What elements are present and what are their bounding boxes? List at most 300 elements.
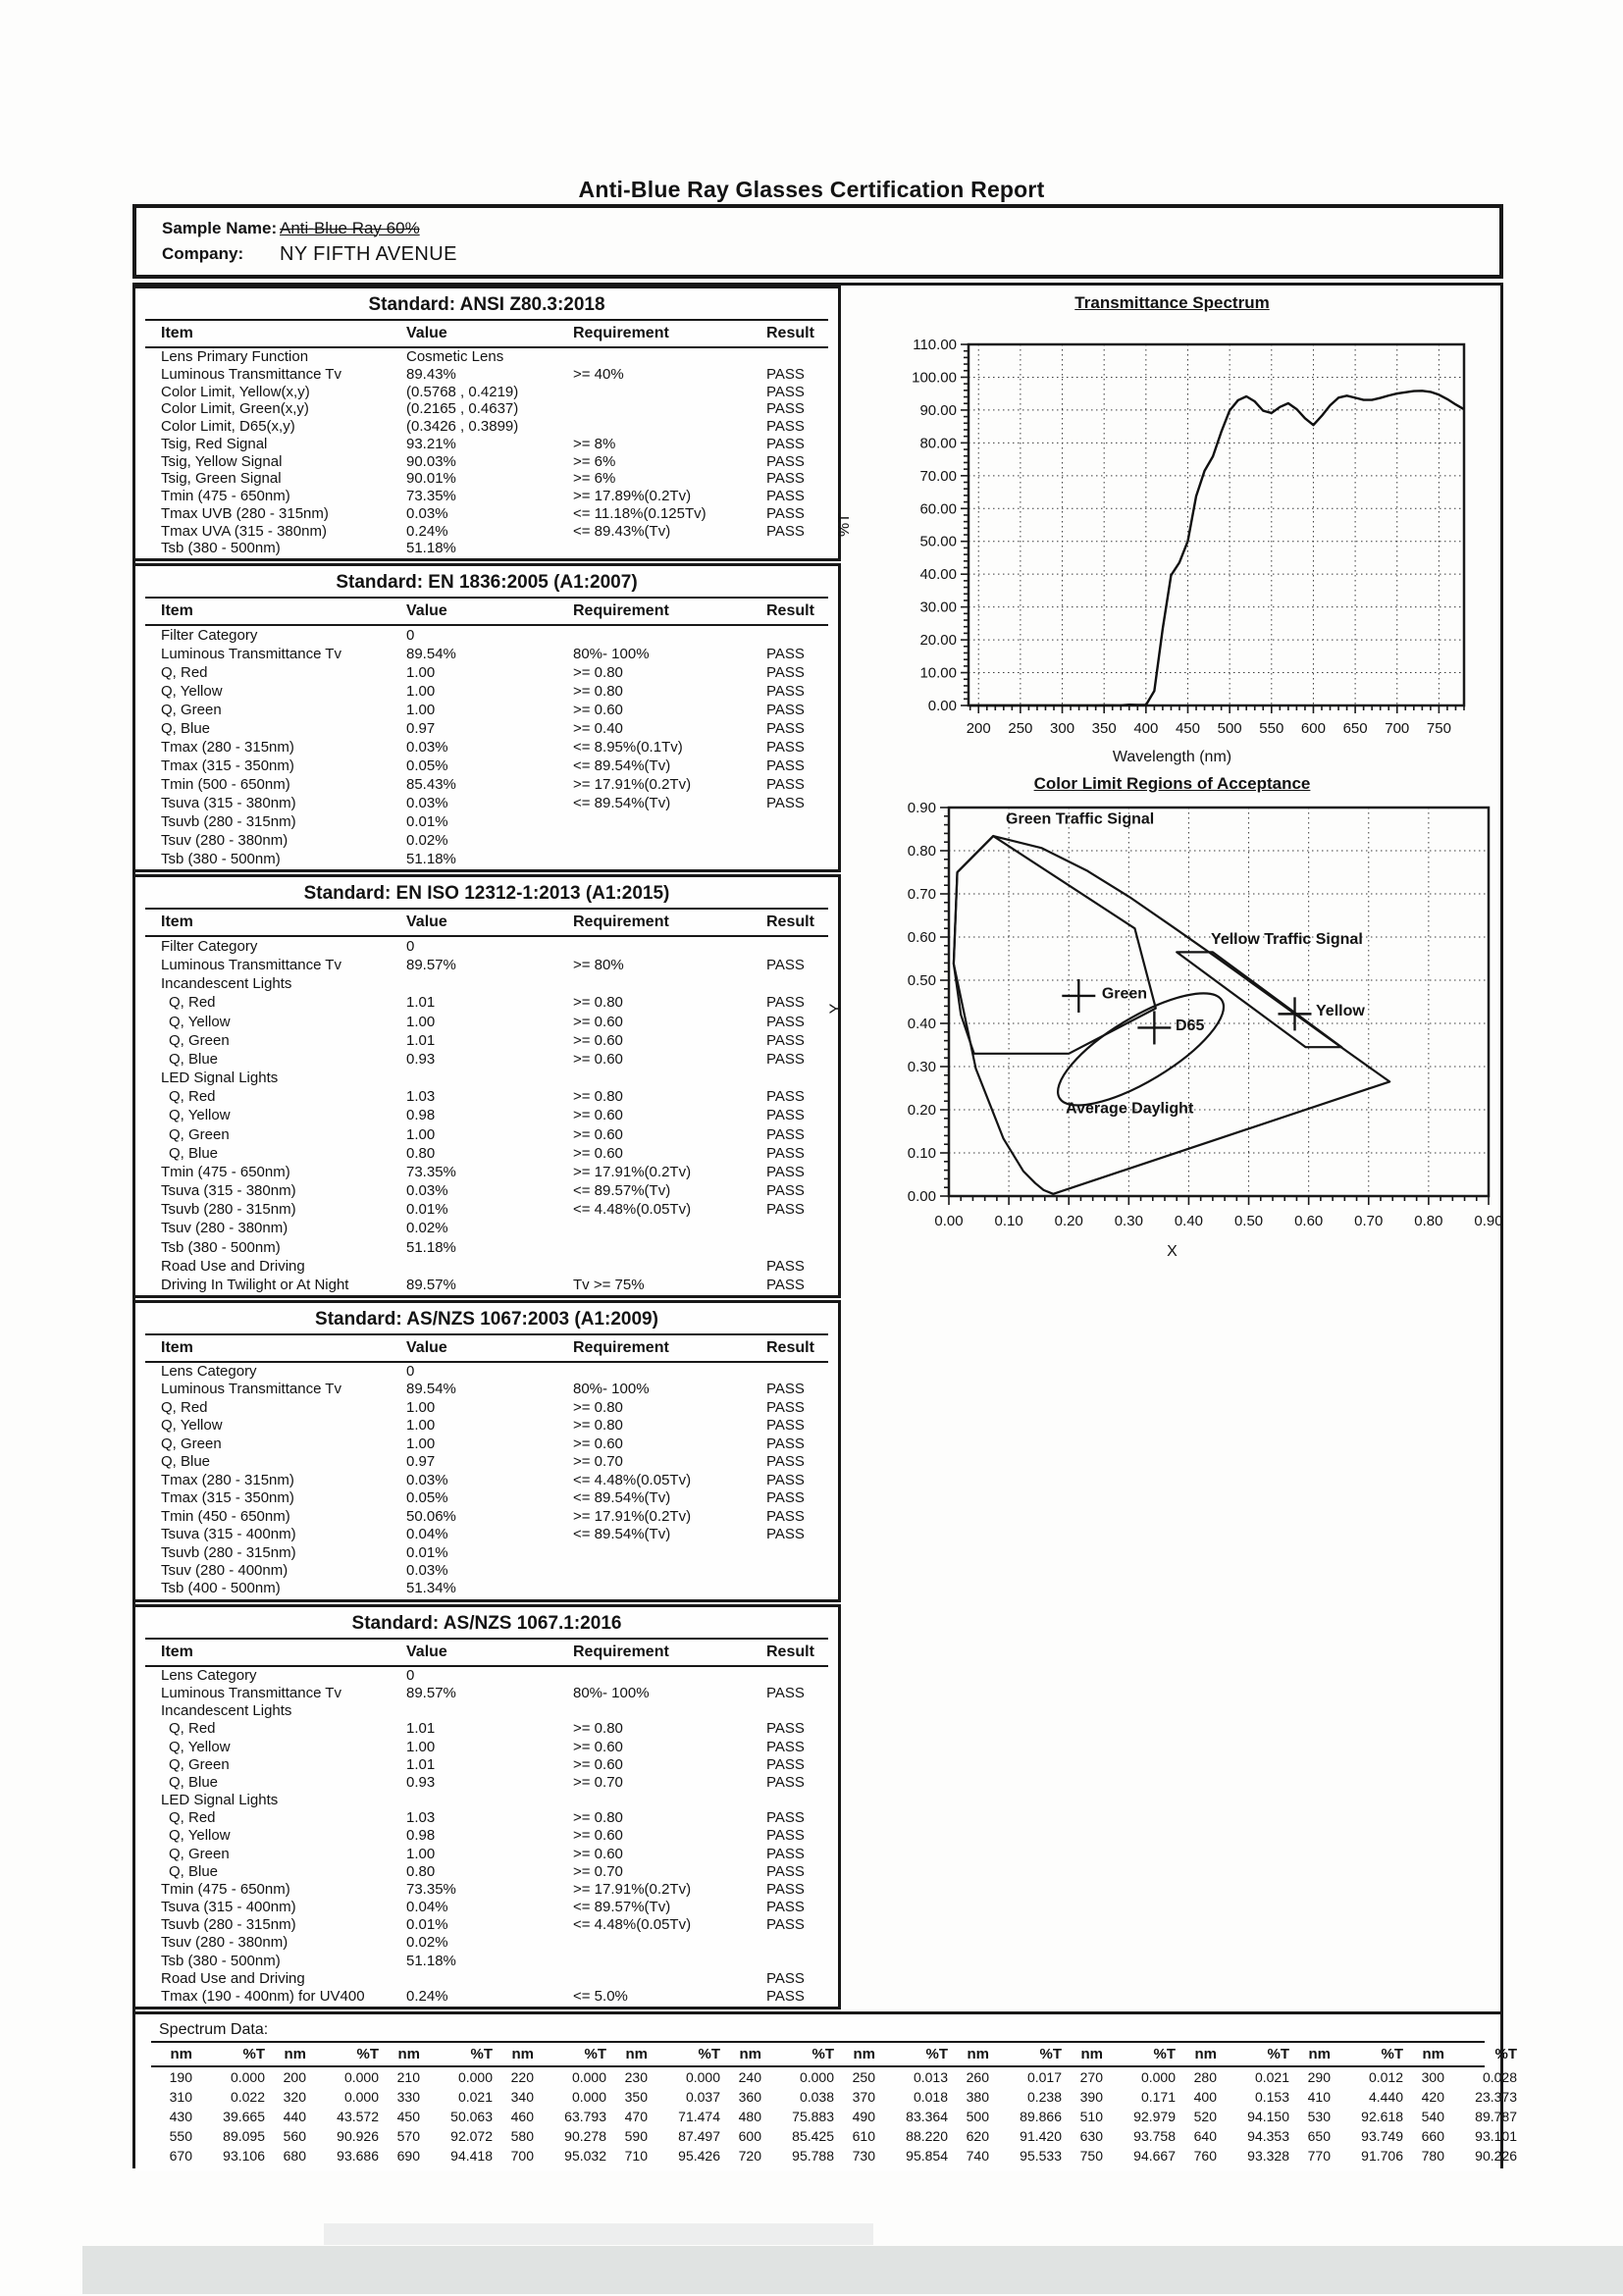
standard-title: Standard: AS/NZS 1067:2003 (A1:2009): [145, 1303, 828, 1335]
item-cell: Q, Red: [161, 1398, 208, 1416]
y-tick-label: 0.30: [907, 1059, 936, 1075]
spectrum-header-row: [151, 2043, 1517, 2067]
table-row: [145, 850, 828, 868]
spectrum-data-row: [151, 2146, 1517, 2166]
table-row: [145, 366, 828, 384]
value-cell: 0.93: [406, 1050, 436, 1068]
item-cell: Driving In Twilight or At Night: [161, 1276, 349, 1293]
table-row: [145, 956, 828, 974]
value-cell: 0.98: [406, 1107, 436, 1124]
percent-t-column-header: %T: [470, 2046, 493, 2062]
nm-value: 350: [624, 2089, 648, 2105]
item-cell: Luminous Transmittance Tv: [161, 1381, 341, 1398]
requirement-cell: [573, 850, 766, 868]
item-cell: Incandescent Lights: [161, 975, 292, 993]
standard-table: [135, 563, 841, 872]
percent-t-value: 0.021: [1254, 2069, 1289, 2085]
item-cell: Item: [161, 602, 193, 619]
percent-t-column-header: %T: [584, 2046, 606, 2062]
requirement-cell: >= 0.80: [573, 1809, 623, 1827]
table-row: [145, 682, 828, 701]
value-cell: [406, 1069, 573, 1087]
result-cell: [766, 1953, 828, 1970]
requirement-cell: [573, 1667, 766, 1685]
requirement-cell: [573, 540, 766, 557]
item-cell: Tmax (280 - 315nm): [161, 1471, 294, 1488]
value-cell: 1.00: [406, 702, 436, 718]
percent-t-value: 0.021: [457, 2089, 493, 2105]
spectrum-data-label: Spectrum Data:: [159, 2021, 269, 2038]
result-cell: [766, 974, 828, 993]
item-cell: Tsuvb (280 - 315nm): [161, 813, 296, 830]
item-cell: Tmax (315 - 350nm): [161, 757, 294, 774]
requirement-cell: >= 0.80: [573, 1720, 623, 1738]
percent-t-value: 0.028: [1482, 2069, 1517, 2085]
requirement-cell: >= 0.70: [573, 1453, 623, 1471]
table-row: [145, 1106, 828, 1124]
result-cell: [766, 1363, 828, 1381]
requirement-cell: [573, 1953, 766, 1970]
item-cell: Tsig, Yellow Signal: [161, 452, 283, 470]
percent-t-column-header: %T: [925, 2046, 948, 2062]
table-row: [145, 794, 828, 812]
requirement-cell: >= 17.91%(0.2Tv): [573, 1163, 692, 1180]
table-row: [145, 418, 828, 436]
requirement-cell: [573, 1580, 766, 1597]
result-cell: [766, 1544, 828, 1562]
value-cell: 0.05%: [406, 757, 448, 774]
requirement-cell: Requirement: [573, 913, 669, 930]
nm-value: 500: [966, 2109, 989, 2124]
value-cell: 0.97: [406, 1453, 436, 1471]
requirement-cell: >= 0.60: [573, 1013, 623, 1030]
table-row: [145, 540, 828, 557]
table-row: [145, 1013, 828, 1031]
percent-t-value: 0.012: [1368, 2069, 1403, 2085]
nm-value: 490: [852, 2109, 875, 2124]
item-cell: Q, Blue: [169, 1144, 219, 1162]
result-cell: [766, 1667, 828, 1685]
value-cell: 1.01: [406, 1755, 436, 1773]
color-limit-chart: [841, 774, 1503, 1270]
value-cell: 1.03: [406, 1809, 436, 1827]
nm-value: 610: [852, 2128, 875, 2144]
value-cell: 89.57%: [406, 1685, 456, 1702]
requirement-cell: [573, 1562, 766, 1580]
item-cell: Tmin (500 - 650nm): [161, 776, 290, 793]
item-cell: LED Signal Lights: [161, 1070, 279, 1087]
value-cell: 89.54%: [406, 1381, 456, 1398]
requirement-cell: <= 8.95%(0.1Tv): [573, 739, 683, 756]
sample-name-value: Anti-Blue Ray 60%: [280, 219, 420, 237]
requirement-cell: <= 89.57%(Tv): [573, 1899, 671, 1916]
result-cell: [766, 1580, 828, 1597]
marker-label: D65: [1176, 1018, 1205, 1035]
x-tick-label: 0.50: [1233, 1213, 1264, 1229]
item-cell: Tsuva (315 - 380nm): [161, 1182, 296, 1200]
requirement-cell: <= 4.48%(0.05Tv): [573, 1471, 692, 1488]
scan-artifact: [324, 2223, 873, 2245]
percent-t-value: 92.618: [1361, 2109, 1403, 2124]
requirement-cell: >= 0.60: [573, 1845, 623, 1862]
requirement-cell: [573, 1257, 766, 1276]
percent-t-column-header: %T: [1267, 2046, 1289, 2062]
percent-t-column-header: %T: [242, 2046, 265, 2062]
item-cell: Q, Yellow: [169, 1827, 231, 1845]
y-tick-label: 0.80: [907, 843, 936, 860]
result-cell: Result: [766, 325, 814, 341]
requirement-cell: <= 89.54%(Tv): [573, 1489, 671, 1507]
result-cell: PASS: [766, 776, 805, 793]
result-cell: PASS: [766, 957, 805, 974]
percent-t-value: 92.072: [450, 2128, 493, 2144]
item-cell: Tsb (400 - 500nm): [161, 1580, 281, 1597]
result-cell: [766, 1219, 828, 1237]
percent-t-value: 23.373: [1475, 2089, 1517, 2105]
table-row: [145, 626, 828, 645]
table-row: [145, 384, 828, 401]
value-cell: 1.00: [406, 1738, 436, 1755]
table-row: [145, 1774, 828, 1792]
result-cell: PASS: [766, 522, 805, 540]
table-row: [145, 738, 828, 757]
x-tick-label: 350: [1091, 720, 1117, 737]
percent-t-value: 75.883: [792, 2109, 834, 2124]
requirement-cell: [573, 1069, 766, 1087]
value-cell: 0.03%: [406, 1471, 448, 1488]
value-cell: 90.01%: [406, 470, 456, 488]
item-cell: Q, Blue: [169, 1773, 219, 1791]
value-cell: 1.00: [406, 683, 436, 700]
x-tick-label: 0.60: [1294, 1213, 1324, 1229]
item-cell: Tmin (475 - 650nm): [161, 1880, 290, 1898]
result-cell: PASS: [766, 383, 805, 400]
table-row: [145, 453, 828, 471]
y-tick-label: 10.00: [919, 664, 957, 682]
percent-t-value: 93.686: [337, 2148, 379, 2164]
requirement-cell: [573, 1219, 766, 1237]
percent-t-column-header: %T: [1039, 2046, 1062, 2062]
result-cell: PASS: [766, 1773, 805, 1791]
standard-title: Standard: EN ISO 12312-1:2013 (A1:2015): [145, 877, 828, 910]
color-limit-y-axis-label: Y: [827, 1003, 845, 1015]
item-cell: Luminous Transmittance Tv: [161, 1685, 341, 1702]
value-cell: 1.01: [406, 1720, 436, 1738]
percent-t-value: 83.364: [906, 2109, 948, 2124]
result-cell: PASS: [766, 1182, 805, 1200]
table-row: [145, 1219, 828, 1237]
y-tick-label: 50.00: [919, 533, 957, 550]
value-cell: 0: [406, 1363, 415, 1380]
item-cell: Tsuvb (280 - 315nm): [161, 1201, 296, 1219]
table-row: [145, 470, 828, 488]
standard-title: Standard: ANSI Z80.3:2018: [145, 288, 828, 321]
nm-value: 540: [1421, 2109, 1444, 2124]
percent-t-value: 0.000: [343, 2089, 379, 2105]
x-tick-label: 200: [966, 720, 991, 737]
nm-value: 730: [852, 2148, 875, 2164]
table-row: [145, 1453, 828, 1471]
spectrum-table: [151, 2041, 1517, 2166]
item-cell: Q, Yellow: [169, 1738, 231, 1755]
result-cell: PASS: [766, 1201, 805, 1219]
requirement-cell: >= 0.60: [573, 1435, 623, 1452]
percent-t-value: 93.749: [1361, 2128, 1403, 2144]
nm-value: 210: [396, 2069, 420, 2085]
percent-t-value: 0.022: [230, 2089, 265, 2105]
result-cell: PASS: [766, 1755, 805, 1773]
requirement-cell: <= 89.54%(Tv): [573, 1526, 671, 1543]
percent-t-value: 4.440: [1368, 2089, 1403, 2105]
item-cell: Filter Category: [161, 938, 258, 955]
standard-table: [135, 1604, 841, 2009]
table-header-row: [145, 599, 828, 626]
requirement-cell: >= 6%: [573, 470, 616, 488]
nm-value: 200: [283, 2069, 306, 2085]
table-row: [145, 1934, 828, 1952]
percent-t-column-header: %T: [1494, 2046, 1517, 2062]
nm-value: 580: [510, 2128, 534, 2144]
x-tick-label: 0.20: [1054, 1213, 1083, 1229]
value-cell: 0.03%: [406, 795, 448, 811]
percent-t-column-header: %T: [356, 2046, 379, 2062]
value-cell: 51.18%: [406, 1952, 456, 1969]
y-tick-label: 40.00: [919, 566, 957, 584]
result-cell: PASS: [766, 1435, 805, 1452]
value-cell: Value: [406, 1644, 447, 1660]
item-cell: Tsuvb (280 - 315nm): [161, 1916, 296, 1934]
item-cell: Tmax UVB (280 - 315nm): [161, 504, 329, 522]
item-cell: Q, Blue: [161, 1453, 211, 1471]
value-cell: 0.02%: [406, 1220, 448, 1237]
y-tick-label: 30.00: [919, 599, 957, 616]
result-cell: PASS: [766, 452, 805, 470]
nm-value: 750: [1079, 2148, 1103, 2164]
y-tick-label: 60.00: [919, 500, 957, 518]
percent-t-column-header: %T: [1153, 2046, 1176, 2062]
y-tick-label: 0.90: [907, 800, 936, 816]
requirement-cell: <= 89.54%(Tv): [573, 757, 671, 774]
y-tick-label: 100.00: [912, 369, 957, 387]
requirement-cell: >= 0.70: [573, 1862, 623, 1880]
requirement-cell: >= 0.60: [573, 1738, 623, 1755]
result-cell: [766, 1562, 828, 1580]
result-cell: PASS: [766, 757, 805, 774]
item-cell: Item: [161, 1644, 193, 1660]
percent-t-column-header: %T: [812, 2046, 834, 2062]
table-row: [145, 1827, 828, 1845]
value-cell: [406, 1257, 573, 1276]
nm-column-header: nm: [170, 2046, 192, 2062]
nm-value: 660: [1421, 2128, 1444, 2144]
result-cell: Result: [766, 1339, 814, 1356]
value-cell: 0.01%: [406, 1201, 448, 1219]
requirement-cell: [573, 812, 766, 831]
marker-label: Green: [1101, 985, 1148, 1003]
company-row: [162, 241, 1499, 267]
result-cell: PASS: [766, 1013, 805, 1030]
result-cell: PASS: [766, 1257, 805, 1275]
nm-column-header: nm: [284, 2046, 306, 2062]
y-tick-label: 0.60: [907, 929, 936, 946]
nm-value: 620: [966, 2128, 989, 2144]
table-row: [145, 831, 828, 850]
requirement-cell: [573, 418, 766, 436]
requirement-cell: >= 0.40: [573, 720, 623, 737]
result-cell: PASS: [766, 1276, 805, 1293]
result-cell: [766, 850, 828, 868]
value-cell: 73.35%: [406, 1163, 456, 1180]
table-header-row: [145, 910, 828, 937]
item-cell: Tsig, Red Signal: [161, 435, 268, 452]
item-cell: Tsb (380 - 500nm): [161, 540, 281, 557]
percent-t-value: 0.038: [799, 2089, 834, 2105]
value-cell: 0.80: [406, 1862, 436, 1880]
table-row: [145, 1163, 828, 1181]
percent-t-value: 50.063: [450, 2109, 493, 2124]
percent-t-value: 91.420: [1020, 2128, 1062, 2144]
percent-t-value: 63.793: [564, 2109, 606, 2124]
result-cell: PASS: [766, 702, 805, 718]
requirement-cell: <= 89.54%(Tv): [573, 795, 671, 811]
item-cell: Tmax (190 - 400nm) for UV400: [161, 1987, 365, 2005]
table-row: [145, 1381, 828, 1398]
requirement-cell: <= 5.0%: [573, 1987, 628, 2005]
value-cell: [406, 1792, 573, 1809]
nm-value: 190: [169, 2069, 192, 2085]
standard-table: [135, 1300, 841, 1602]
table-row: [145, 974, 828, 993]
percent-t-value: 89.866: [1020, 2109, 1062, 2124]
requirement-cell: [573, 626, 766, 645]
percent-t-value: 0.000: [343, 2069, 379, 2085]
x-tick-label: 750: [1426, 720, 1451, 737]
item-cell: Tsig, Green Signal: [161, 470, 282, 488]
value-cell: 0.03%: [406, 739, 448, 756]
x-tick-label: 0.00: [934, 1213, 964, 1229]
requirement-cell: >= 0.80: [573, 994, 623, 1012]
requirement-cell: >= 17.91%(0.2Tv): [573, 1507, 692, 1525]
percent-t-value: 87.497: [678, 2128, 720, 2144]
result-cell: [766, 831, 828, 850]
percent-t-value: 90.926: [337, 2128, 379, 2144]
percent-t-value: 43.572: [337, 2109, 379, 2124]
standard-title: Standard: AS/NZS 1067.1:2016: [145, 1607, 828, 1640]
requirement-cell: >= 40%: [573, 365, 624, 383]
nm-value: 330: [396, 2089, 420, 2105]
item-cell: Tsb (380 - 500nm): [161, 1952, 281, 1969]
item-cell: Luminous Transmittance Tv: [161, 365, 341, 383]
value-cell: Value: [406, 602, 447, 619]
requirement-cell: <= 4.48%(0.05Tv): [573, 1201, 692, 1219]
nm-value: 570: [396, 2128, 420, 2144]
result-cell: PASS: [766, 1398, 805, 1416]
table-row: [145, 488, 828, 505]
requirement-cell: [573, 1970, 766, 1988]
nm-value: 440: [283, 2109, 306, 2124]
value-cell: 51.18%: [406, 540, 456, 557]
spectrum-data-row: [151, 2107, 1517, 2126]
nm-value: 420: [1421, 2089, 1444, 2105]
value-cell: 0.03%: [406, 1561, 448, 1579]
page-title: Anti-Blue Ray Glasses Certification Report: [578, 177, 1045, 202]
value-cell: 1.01: [406, 994, 436, 1012]
table-row: [145, 436, 828, 453]
item-cell: Item: [161, 913, 193, 930]
item-cell: Filter Category: [161, 627, 258, 644]
requirement-cell: [573, 1934, 766, 1952]
value-cell: 0.93: [406, 1773, 436, 1791]
requirement-cell: Requirement: [573, 1644, 669, 1660]
requirement-cell: 80%- 100%: [573, 646, 650, 662]
table-row: [145, 1472, 828, 1489]
nm-value: 520: [1193, 2109, 1217, 2124]
percent-t-column-header: %T: [698, 2046, 720, 2062]
x-tick-label: 400: [1133, 720, 1159, 737]
nm-column-header: nm: [967, 2046, 989, 2062]
value-cell: 50.06%: [406, 1507, 456, 1525]
value-cell: 0.24%: [406, 522, 448, 540]
nm-value: 450: [396, 2109, 420, 2124]
x-tick-label: 650: [1342, 720, 1368, 737]
value-cell: 1.00: [406, 1435, 436, 1452]
requirement-cell: [573, 974, 766, 993]
result-cell: PASS: [766, 504, 805, 522]
percent-t-value: 90.226: [1475, 2148, 1517, 2164]
requirement-cell: [573, 1544, 766, 1562]
requirement-cell: Requirement: [573, 325, 669, 341]
requirement-cell: >= 0.60: [573, 1125, 623, 1143]
item-cell: Luminous Transmittance Tv: [161, 957, 341, 974]
item-cell: Tmax (280 - 315nm): [161, 739, 294, 756]
value-cell: 0.05%: [406, 1489, 448, 1507]
nm-value: 310: [169, 2089, 192, 2105]
value-cell: Value: [406, 1339, 447, 1356]
result-cell: PASS: [766, 1685, 805, 1702]
percent-t-value: 93.328: [1247, 2148, 1289, 2164]
requirement-cell: >= 0.80: [573, 1417, 623, 1435]
result-cell: PASS: [766, 418, 805, 435]
table-row: [145, 1276, 828, 1294]
percent-t-value: 91.706: [1361, 2148, 1403, 2164]
scan-artifact: [82, 2246, 1623, 2294]
result-cell: PASS: [766, 739, 805, 756]
result-cell: PASS: [766, 1969, 805, 1987]
table-row: [145, 1988, 828, 2006]
result-cell: PASS: [766, 1031, 805, 1049]
nm-value: 220: [510, 2069, 534, 2085]
item-cell: Q, Red: [169, 1088, 216, 1106]
value-cell: 1.00: [406, 1845, 436, 1862]
result-cell: [766, 1069, 828, 1087]
table-row: [145, 701, 828, 719]
nm-column-header: nm: [511, 2046, 534, 2062]
percent-t-value: 0.000: [230, 2069, 265, 2085]
result-cell: PASS: [766, 664, 805, 681]
value-cell: 0.03%: [406, 1182, 448, 1200]
percent-t-value: 89.095: [223, 2128, 265, 2144]
nm-value: 770: [1307, 2148, 1331, 2164]
value-cell: 0.80: [406, 1144, 436, 1162]
result-cell: PASS: [766, 470, 805, 488]
nm-value: 740: [966, 2148, 989, 2164]
item-cell: Tmin (475 - 650nm): [161, 1163, 290, 1180]
table-row: [145, 1792, 828, 1809]
transmittance-x-axis-label: Wavelength (nm): [1112, 749, 1232, 765]
table-row: [145, 775, 828, 794]
nm-value: 710: [624, 2148, 648, 2164]
value-cell: Cosmetic Lens: [406, 348, 504, 365]
